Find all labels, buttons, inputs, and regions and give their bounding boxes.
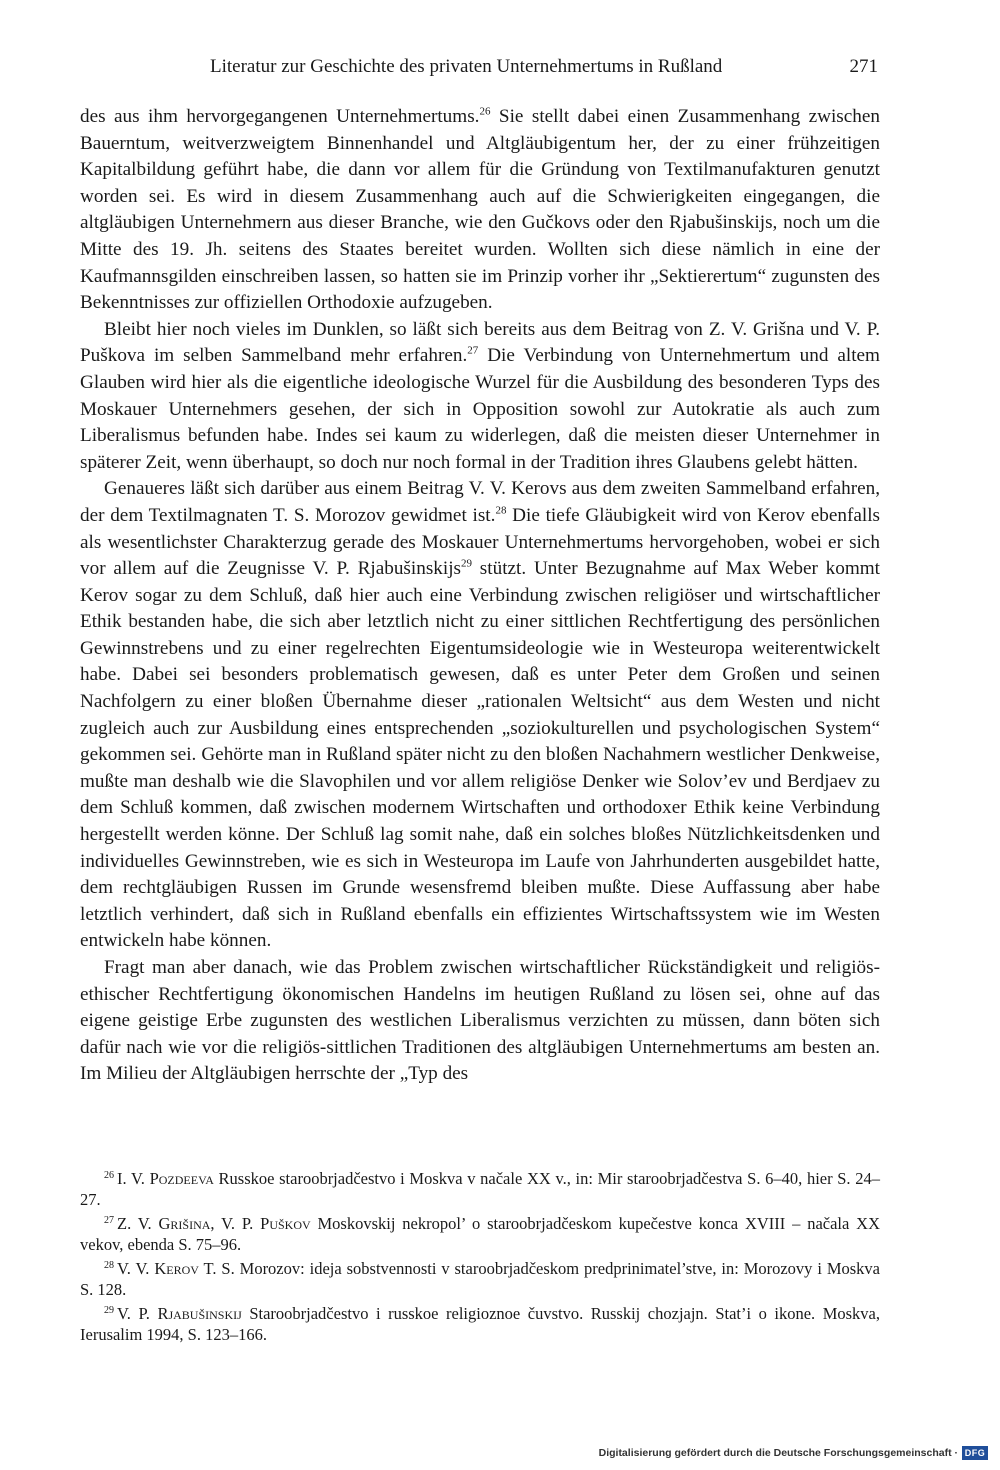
paragraph-3-text-c: stützt. Unter Bezugnahme auf Max Weber kommt Kerov sogar zu dem Schluß, daß hier auch eine Verbindung zwischen religiöser und wirtschaftlicher Ethik bestanden habe, die sich aber letztlich nicht zu einer sittlichen Rechtfertigung des persönlichen Gewinnstrebens und zu einer regelrechten Eigentumsideologie wie in Westeuropa weiterentwickelt habe. Dabei sei besonders problematisch gewesen, daß es unter Peter dem Großen und seinen Nachfolgern zu einer bloßen Übernahme dieser „rationalen Weltsicht“ aus dem Westen und nicht zugleich auch zur Ausbildung eines entsprechenden „soziokulturellen und psychologischen System“ gekommen sei. Gehörte man in Rußland später nicht zu den bloßen Nachahmern westlicher Denkweise, mußte man deshalb wie die Slavophilen und vor allem religiöse Denker wie Solov’ev und Berdjaev zu dem Schluß kommen, daß zwischen modernem Wirtschaften und orthodoxer Ethik keine Verbindung hergestellt werden könne. Der Schluß lag somit nahe, daß ein solches bloßes Nützlichkeitsdenken und individuelles Gewinnstreben, wie es sich in Westeuropa im Laufe von Jahrhunderten ausgebildet hatte, dem rechtgläubigen Russen im Grunde wesensfremd bleiben mußte. Diese Auffassung aber habe letztlich verhindert, daß sich in Rußland ebenfalls ein effizientes Wirtschaftssystem wie im Westen entwickeln habe können.	[80, 558, 880, 952]
digitization-credit	[599, 1444, 988, 1462]
footnote-number: 29	[104, 1304, 114, 1316]
footnote-author: I. V. Pozdeeva	[117, 1169, 214, 1188]
paragraph-4	[80, 955, 880, 1088]
running-title: Literatur zur Geschichte des privaten Unternehmertums in Rußland	[210, 56, 723, 77]
footnote-number: 28	[104, 1259, 114, 1271]
paragraph-3-text-a: Genaueres läßt sich darüber aus einem Beitrag V. V. Kerovs aus dem zweiten Sammelband erfahren, der dem Textilmagnaten T. S. Morozov gewidmet ist.	[80, 478, 880, 526]
footnote-number: 27	[104, 1214, 114, 1226]
footnote-28	[80, 1258, 880, 1300]
footnote-29	[80, 1303, 880, 1345]
footnote-ref-26: 26	[479, 105, 491, 118]
footnote-26	[80, 1168, 880, 1210]
paragraph-2-text-b: Die Verbindung von Unternehmertum und altem Glauben wird hier als die eigentliche ideologische Wurzel für die Ausbildung des besonderen Typs des Moskauer Unternehmers gesehen, der sich in Opposition sowohl zur Autokratie als auch zum Liberalismus befunden habe. Indes sei kaum zu widerlegen, daß die meisten dieser Unternehmer in späterer Zeit, wenn überhaupt, so doch nur noch formal in der Tradition ihres Glaubens gelebt hätten.	[80, 345, 880, 473]
footnote-text: Staroobrjadčestvo i russkoe religioznoe čuvstvo. Russkij chozjajn. Stat’i o ikone. Moskva, Ierusalim 1994, S. 123–166.	[80, 1304, 880, 1344]
footnote-number: 26	[104, 1169, 114, 1181]
footnote-author: V. P. Rjabušinskij	[117, 1304, 242, 1323]
paragraph-2-text-a: Bleibt hier noch vieles im Dunklen, so läßt sich bereits aus dem Beitrag von Z. V. Grišna und V. P. Puškova im selben Sammelband mehr erfahren.	[80, 318, 880, 367]
main-text	[80, 104, 880, 1088]
paragraph-3-text-b: Die tiefe Gläubigkeit wird von Kerov ebenfalls als wesentlichster Charakterzug gerade des Moskauer Unternehmertums hervorgehoben, wobei er sich vor allem auf die Zeugnisse V. P. Rjabušinskijs	[80, 504, 880, 580]
footnote-ref-27: 27	[467, 344, 479, 357]
footnotes	[80, 1168, 880, 1348]
digitization-credit-text: Digitalisierung gefördert durch die Deutsche Forschungsgemeinschaft ·	[598, 1447, 958, 1459]
footnote-text: Russkoe staroobrjadčestvo i Moskva v načale XX v., in: Mir staroobrjadčestva S. 6–40, hier S. 24–27.	[80, 1169, 880, 1209]
footnote-text: Moskovskij nekropol’ o staroobrjadčeskom kupečestve konca XVIII – načala XX vekov, ebenda S. 75–96.	[80, 1214, 880, 1254]
footnote-27	[80, 1213, 880, 1255]
paragraph-1-text-b: Sie stellt dabei einen Zusammenhang zwischen Bauerntum, weitverzweigtem Binnenhandel und Altgläubigentum her, der zu einer frühzeitigen Kapitalbildung geführt habe, die dann vor allem für die Gründung von Textilmanufakturen genutzt worden sei. Es wird in diesem Zusammenhang auch auf die Schwierigkeiten eingegangen, die altgläubigen Unternehmern aus dieser Branche, wie den Gučkovs oder den Rjabušinskijs, noch um die Mitte des 19. Jh. seitens des Staates bereitet wurden. Wollten sich diese nämlich in eine der Kaufmannsgilden einschreiben lassen, so hatten sie im Prinzip vorher ihr „Sektierertum“ zugunsten des Bekenntnisses zur offiziellen Orthodoxie aufzugeben.	[80, 106, 880, 314]
dfg-logo-icon: DFG	[962, 1446, 988, 1460]
footnote-text: T. S. Morozov: ideja sobstvennosti v staroobrjadčeskom predprinimatel’stve, in: Morozovy i Moskva S. 128.	[80, 1259, 880, 1299]
footnote-author: Z. V. Grišina, V. P. Puškov	[117, 1214, 311, 1233]
page-number: 271	[849, 56, 878, 77]
footnote-ref-28: 28	[495, 504, 507, 517]
paragraph-2	[80, 317, 880, 477]
running-header	[80, 56, 880, 86]
paragraph-1	[80, 104, 880, 317]
footnote-ref-29: 29	[461, 557, 473, 570]
paragraph-3	[80, 476, 880, 955]
paragraph-4-text: Fragt man aber danach, wie das Problem zwischen wirtschaftlicher Rückständigkeit und religiös-ethischer Rechtfertigung ökonomischen Handelns im heutigen Rußland zu lösen sei, ohne auf das eigene geistige Erbe zugunsten des westlichen Liberalismus verzichten zu müssen, dann böten sich dafür nach wie vor die religiös-sittlichen Traditionen des altgläubigen Unternehmertums am besten an. Im Milieu der Altgläubigen herrschte der „Typ des	[80, 957, 880, 1085]
paragraph-1-text-a: des aus ihm hervorgegangenen Unternehmertums.	[80, 106, 480, 127]
footnote-author: V. V. Kerov	[117, 1259, 199, 1278]
